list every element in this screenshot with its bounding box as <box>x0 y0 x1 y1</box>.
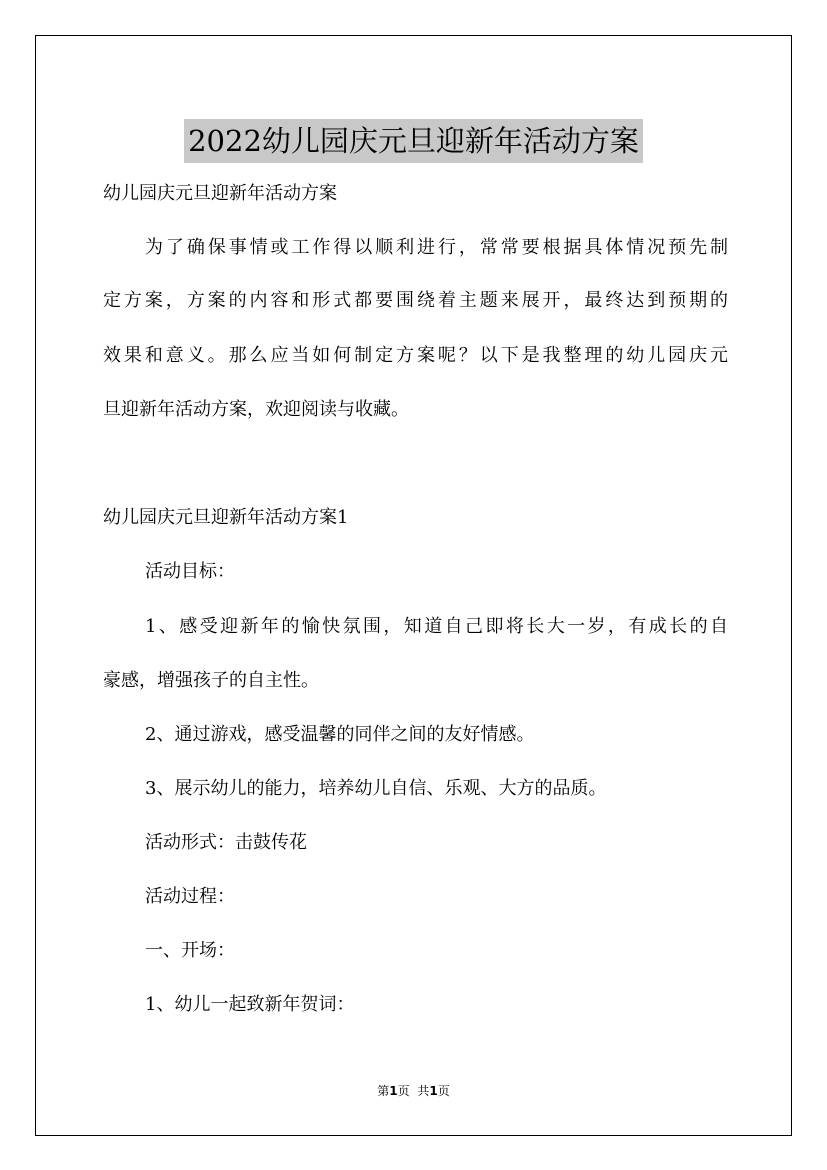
opening-heading: 一、开场： <box>145 940 235 961</box>
intro-line-3: 效果和意义。那么应当如何制定方案呢？以下是我整理的幼儿园庆元 <box>103 345 728 366</box>
footer-total-number: 1 <box>429 1084 438 1098</box>
footer-page-number: 1 <box>389 1084 398 1098</box>
goal-2: 2、通过游戏，感受温馨的同伴之间的友好情感。 <box>145 724 535 745</box>
step-1: 1、幼儿一起致新年贺词： <box>145 994 355 1015</box>
process-label: 活动过程： <box>145 886 235 907</box>
intro-line-4: 旦迎新年活动方案，欢迎阅读与收藏。 <box>103 399 409 420</box>
goals-label: 活动目标： <box>145 561 235 582</box>
title-container <box>0 100 827 183</box>
goal-1-line-1: 1、感受迎新年的愉快氛围，知道自己即将长大一岁，有成长的自 <box>145 616 728 637</box>
intro-line-1: 为了确保事情或工作得以顺利进行，常常要根据具体情况预先制 <box>145 237 728 258</box>
intro-line-2: 定方案，方案的内容和形式都要围绕着主题来展开，最终达到预期的 <box>103 290 728 311</box>
footer-page-prefix: 第 <box>377 1084 390 1098</box>
activity-form: 活动形式：击鼓传花 <box>145 832 307 853</box>
goal-1-line-2: 豪感，增强孩子的自主性。 <box>103 670 319 691</box>
footer-total-suffix: 页 <box>437 1084 450 1098</box>
page-footer <box>0 1082 827 1100</box>
goal-3: 3、展示幼儿的能力，培养幼儿自信、乐观、大方的品质。 <box>145 778 607 799</box>
section-heading: 幼儿园庆元旦迎新年活动方案1 <box>103 507 349 528</box>
footer-page-suffix: 页 <box>397 1084 410 1098</box>
footer-total-prefix: 共 <box>417 1084 430 1098</box>
intro-heading: 幼儿园庆元旦迎新年活动方案 <box>103 183 337 204</box>
document-title: 2022幼儿园庆元旦迎新年活动方案 <box>184 119 643 163</box>
